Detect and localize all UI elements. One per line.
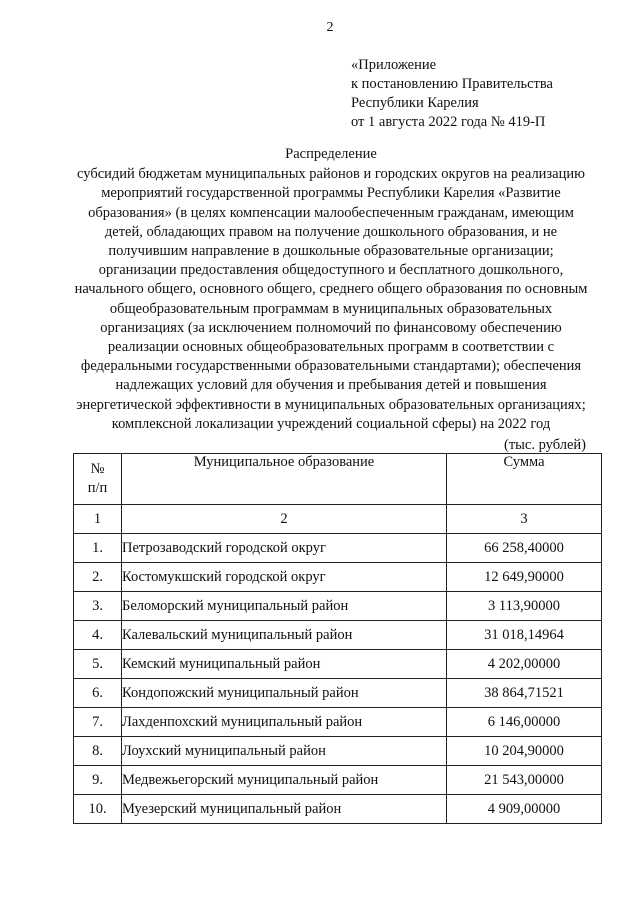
row-municipality: Костомукшский городской округ — [122, 563, 447, 592]
appendix-line: от 1 августа 2022 года № 419-П — [351, 114, 546, 130]
row-amount: 12 649,90000 — [447, 563, 602, 592]
row-municipality: Лахденпохский муниципальный район — [122, 708, 447, 737]
row-amount: 66 258,40000 — [447, 534, 602, 563]
row-number: 5. — [74, 650, 122, 679]
appendix-block — [351, 56, 553, 132]
row-number: 6. — [74, 679, 122, 708]
table-row — [74, 708, 602, 737]
row-municipality: Медвежьегорский муниципальный район — [122, 766, 447, 795]
appendix-line: к постановлению Правительства — [351, 76, 553, 92]
heading-title: Распределение — [285, 146, 377, 162]
table-row — [74, 592, 602, 621]
row-number: 1. — [74, 534, 122, 563]
row-municipality: Петрозаводский городской округ — [122, 534, 447, 563]
row-municipality: Лоухский муниципальный район — [122, 737, 447, 766]
row-number: 2. — [74, 563, 122, 592]
row-number: 10. — [74, 795, 122, 824]
appendix-line: «Приложение — [351, 57, 437, 73]
header-num-line2: п/п — [87, 480, 108, 496]
column-index: 1 — [74, 505, 122, 534]
appendix-line: Республики Карелия — [351, 95, 479, 111]
row-amount: 10 204,90000 — [447, 737, 602, 766]
header-name: Муниципальное образование — [122, 454, 447, 505]
row-number: 9. — [74, 766, 122, 795]
units-label: (тыс. рублей) — [504, 437, 586, 453]
header-num — [74, 454, 122, 505]
row-number: 7. — [74, 708, 122, 737]
row-municipality: Кемский муниципальный район — [122, 650, 447, 679]
distribution-table — [73, 453, 602, 824]
column-index-row — [74, 505, 602, 534]
header-num-line1: № — [90, 461, 105, 477]
table-row — [74, 795, 602, 824]
table-row — [74, 563, 602, 592]
table-row — [74, 766, 602, 795]
row-amount: 31 018,14964 — [447, 621, 602, 650]
row-number: 8. — [74, 737, 122, 766]
table-row — [74, 534, 602, 563]
table-row — [74, 621, 602, 650]
row-municipality: Кондопожский муниципальный район — [122, 679, 447, 708]
page-number: 2 — [326, 20, 334, 35]
document-heading — [74, 145, 588, 434]
row-amount: 4 202,00000 — [447, 650, 602, 679]
row-amount: 21 543,00000 — [447, 766, 602, 795]
column-index: 2 — [122, 505, 447, 534]
column-index: 3 — [447, 505, 602, 534]
table-row — [74, 679, 602, 708]
row-amount: 6 146,00000 — [447, 708, 602, 737]
table-row — [74, 650, 602, 679]
row-municipality: Беломорский муниципальный район — [122, 592, 447, 621]
row-municipality: Калевальский муниципальный район — [122, 621, 447, 650]
table-row — [74, 737, 602, 766]
header-sum: Сумма — [447, 454, 602, 505]
row-number: 4. — [74, 621, 122, 650]
row-amount: 4 909,00000 — [447, 795, 602, 824]
row-municipality: Муезерский муниципальный район — [122, 795, 447, 824]
row-number: 3. — [74, 592, 122, 621]
row-amount: 3 113,90000 — [447, 592, 602, 621]
row-amount: 38 864,71521 — [447, 679, 602, 708]
table-header-row — [74, 454, 602, 505]
heading-body: субсидий бюджетам муниципальных районов и городских округов на реализацию мероприятий государственной программы Республики Карелия «Развитие образования» (в целях компенсации малообеспеченным гражданам, имеющим детей, обладающих правом на получение дошкольного образования, и не получившим направление в дошкольные образовательные организации; организации предоставления общедоступного и бесплатного дошкольного, начального общего, основного общего, среднего общего образования по основным общеобразовательным программам в муниципальных образовательных организациях (за исключением полномочий по финансовому обеспечению реализации основных общеобразовательных программ в соответствии с федеральными государственными образовательными стандартами); обеспечения надлежащих условий для обучения и пребывания детей и повышения энергетической эффективности в муниципальных образовательных организациях; комплексной локализации учреждений социальной сферы) на 2022 год — [74, 166, 588, 432]
